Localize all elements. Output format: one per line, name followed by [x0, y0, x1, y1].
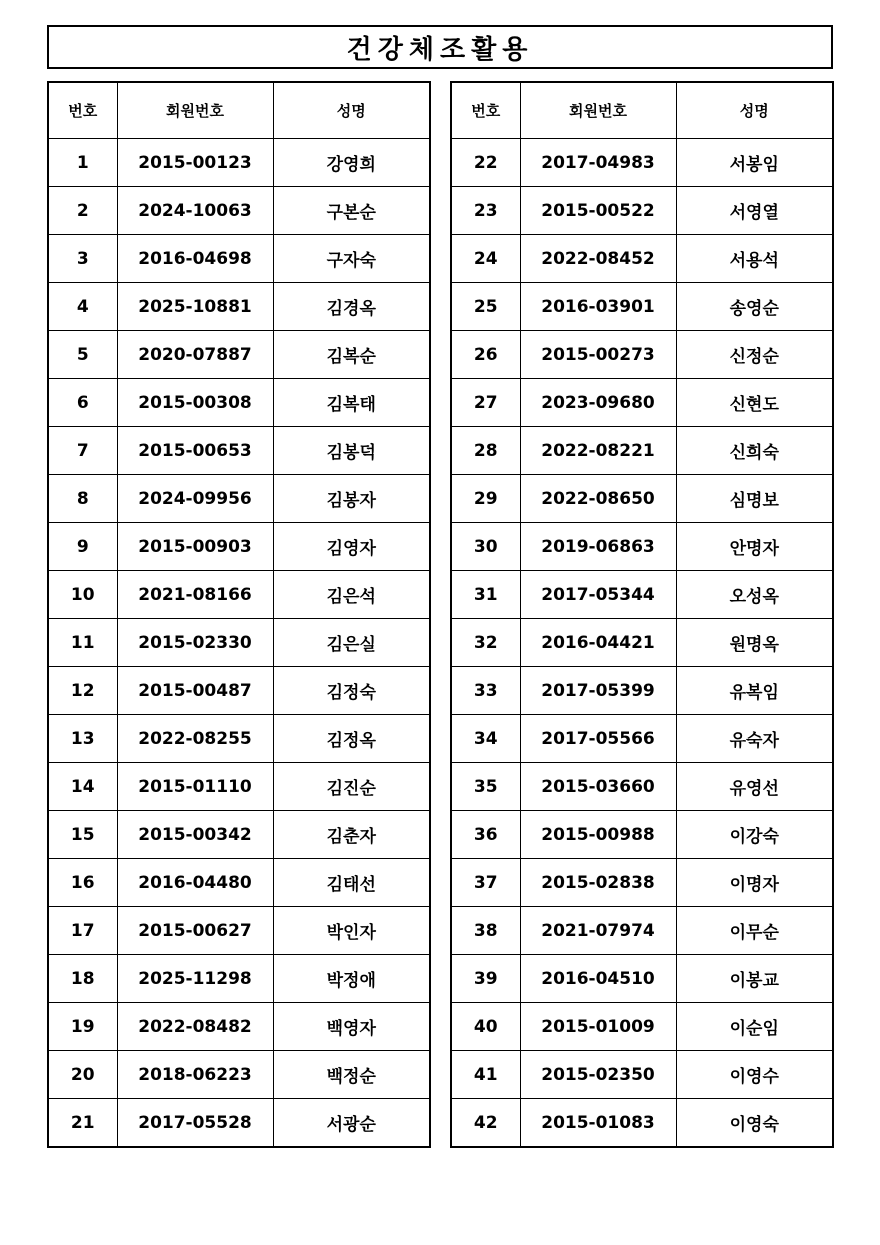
table-row [48, 859, 430, 907]
row-number: 1 [48, 139, 117, 187]
row-number: 33 [451, 667, 520, 715]
table-row [451, 811, 833, 859]
member-id: 2018-06223 [117, 1051, 273, 1099]
member-name: 박정애 [273, 955, 430, 1003]
member-name: 이무순 [676, 907, 833, 955]
member-id: 2025-10881 [117, 283, 273, 331]
row-number: 8 [48, 475, 117, 523]
member-id: 2023-09680 [520, 379, 676, 427]
member-name: 서봉임 [676, 139, 833, 187]
table-row [48, 235, 430, 283]
row-number: 6 [48, 379, 117, 427]
member-name: 송영순 [676, 283, 833, 331]
row-number: 35 [451, 763, 520, 811]
header-name: 성명 [676, 82, 833, 139]
member-name: 백영자 [273, 1003, 430, 1051]
row-number: 11 [48, 619, 117, 667]
table-row [48, 715, 430, 763]
row-number: 12 [48, 667, 117, 715]
table-row [48, 283, 430, 331]
member-id: 2020-07887 [117, 331, 273, 379]
member-table-left [47, 81, 431, 1148]
member-name: 김태선 [273, 859, 430, 907]
table-row [48, 187, 430, 235]
member-id: 2022-08452 [520, 235, 676, 283]
member-name: 유영선 [676, 763, 833, 811]
member-name: 김경옥 [273, 283, 430, 331]
member-id: 2022-08482 [117, 1003, 273, 1051]
member-name: 김은석 [273, 571, 430, 619]
member-name: 오성옥 [676, 571, 833, 619]
table-row [451, 523, 833, 571]
member-id: 2017-05566 [520, 715, 676, 763]
member-name: 이명자 [676, 859, 833, 907]
member-id: 2016-04480 [117, 859, 273, 907]
row-number: 36 [451, 811, 520, 859]
member-id: 2024-09956 [117, 475, 273, 523]
row-number: 20 [48, 1051, 117, 1099]
member-id: 2015-03660 [520, 763, 676, 811]
row-number: 19 [48, 1003, 117, 1051]
member-name: 유복임 [676, 667, 833, 715]
member-name: 유숙자 [676, 715, 833, 763]
member-name: 신현도 [676, 379, 833, 427]
member-name: 박인자 [273, 907, 430, 955]
member-name: 김봉자 [273, 475, 430, 523]
table-header-row [48, 82, 430, 139]
table-row [451, 715, 833, 763]
row-number: 30 [451, 523, 520, 571]
row-number: 9 [48, 523, 117, 571]
header-member-id: 회원번호 [117, 82, 273, 139]
row-number: 21 [48, 1099, 117, 1148]
member-id: 2015-00522 [520, 187, 676, 235]
member-table-right-body [451, 139, 833, 1148]
table-row [451, 1003, 833, 1051]
member-id: 2017-05528 [117, 1099, 273, 1148]
table-row [48, 1051, 430, 1099]
member-name: 구본순 [273, 187, 430, 235]
member-id: 2016-04510 [520, 955, 676, 1003]
member-name: 이강숙 [676, 811, 833, 859]
member-name: 서광순 [273, 1099, 430, 1148]
header-member-id: 회원번호 [520, 82, 676, 139]
member-name: 이영수 [676, 1051, 833, 1099]
table-row [451, 1099, 833, 1148]
table-row [451, 235, 833, 283]
member-name: 서영열 [676, 187, 833, 235]
row-number: 5 [48, 331, 117, 379]
member-id: 2015-00653 [117, 427, 273, 475]
document-title: 건강체조활용 [346, 34, 534, 65]
table-row [451, 763, 833, 811]
member-name: 서용석 [676, 235, 833, 283]
row-number: 39 [451, 955, 520, 1003]
member-name: 김은실 [273, 619, 430, 667]
table-row [451, 475, 833, 523]
member-id: 2019-06863 [520, 523, 676, 571]
member-id: 2022-08221 [520, 427, 676, 475]
row-number: 10 [48, 571, 117, 619]
row-number: 22 [451, 139, 520, 187]
row-number: 25 [451, 283, 520, 331]
member-id: 2017-05344 [520, 571, 676, 619]
table-row [451, 427, 833, 475]
member-name: 구자숙 [273, 235, 430, 283]
table-row [451, 139, 833, 187]
member-id: 2015-00988 [520, 811, 676, 859]
row-number: 17 [48, 907, 117, 955]
header-name: 성명 [273, 82, 430, 139]
table-row [48, 523, 430, 571]
member-id: 2025-11298 [117, 955, 273, 1003]
table-row [48, 331, 430, 379]
table-row [48, 763, 430, 811]
member-id: 2017-04983 [520, 139, 676, 187]
member-name: 이순임 [676, 1003, 833, 1051]
member-id: 2016-04698 [117, 235, 273, 283]
row-number: 32 [451, 619, 520, 667]
table-row [48, 619, 430, 667]
member-name: 원명옥 [676, 619, 833, 667]
member-id: 2015-00627 [117, 907, 273, 955]
table-row [451, 619, 833, 667]
table-row [48, 667, 430, 715]
table-row [451, 667, 833, 715]
row-number: 15 [48, 811, 117, 859]
member-table-right [450, 81, 834, 1148]
row-number: 40 [451, 1003, 520, 1051]
member-id: 2021-08166 [117, 571, 273, 619]
table-row [48, 139, 430, 187]
table-row [48, 379, 430, 427]
member-id: 2015-00273 [520, 331, 676, 379]
row-number: 37 [451, 859, 520, 907]
row-number: 29 [451, 475, 520, 523]
member-id: 2015-01083 [520, 1099, 676, 1148]
document-title-box [47, 25, 833, 69]
table-row [451, 331, 833, 379]
table-row [451, 955, 833, 1003]
row-number: 3 [48, 235, 117, 283]
member-id: 2015-01009 [520, 1003, 676, 1051]
member-name: 신정순 [676, 331, 833, 379]
table-row [48, 427, 430, 475]
member-id: 2015-00342 [117, 811, 273, 859]
member-name: 김정옥 [273, 715, 430, 763]
table-row [451, 859, 833, 907]
table-row [451, 379, 833, 427]
row-number: 42 [451, 1099, 520, 1148]
member-id: 2024-10063 [117, 187, 273, 235]
member-name: 강영희 [273, 139, 430, 187]
member-id: 2015-02350 [520, 1051, 676, 1099]
table-row [48, 907, 430, 955]
row-number: 16 [48, 859, 117, 907]
row-number: 38 [451, 907, 520, 955]
member-id: 2015-02838 [520, 859, 676, 907]
row-number: 23 [451, 187, 520, 235]
member-name: 이봉교 [676, 955, 833, 1003]
member-name: 김진순 [273, 763, 430, 811]
row-number: 41 [451, 1051, 520, 1099]
row-number: 13 [48, 715, 117, 763]
table-row [48, 955, 430, 1003]
table-row [48, 475, 430, 523]
row-number: 14 [48, 763, 117, 811]
member-id: 2021-07974 [520, 907, 676, 955]
member-name: 김춘자 [273, 811, 430, 859]
member-id: 2017-05399 [520, 667, 676, 715]
member-id: 2022-08255 [117, 715, 273, 763]
member-name: 김정숙 [273, 667, 430, 715]
member-id: 2022-08650 [520, 475, 676, 523]
header-number: 번호 [48, 82, 117, 139]
row-number: 27 [451, 379, 520, 427]
table-row [48, 811, 430, 859]
member-name: 안명자 [676, 523, 833, 571]
row-number: 2 [48, 187, 117, 235]
member-id: 2015-00903 [117, 523, 273, 571]
member-name: 김봉덕 [273, 427, 430, 475]
member-name: 김복태 [273, 379, 430, 427]
member-id: 2015-01110 [117, 763, 273, 811]
table-row [48, 1003, 430, 1051]
table-row [451, 187, 833, 235]
member-name: 김영자 [273, 523, 430, 571]
table-row [451, 283, 833, 331]
member-id: 2015-00123 [117, 139, 273, 187]
row-number: 18 [48, 955, 117, 1003]
header-number: 번호 [451, 82, 520, 139]
row-number: 24 [451, 235, 520, 283]
member-name: 백정순 [273, 1051, 430, 1099]
row-number: 28 [451, 427, 520, 475]
table-row [451, 571, 833, 619]
row-number: 34 [451, 715, 520, 763]
table-row [48, 1099, 430, 1148]
table-header-row [451, 82, 833, 139]
member-name: 이영숙 [676, 1099, 833, 1148]
member-id: 2016-04421 [520, 619, 676, 667]
row-number: 26 [451, 331, 520, 379]
row-number: 4 [48, 283, 117, 331]
member-table-left-body [48, 139, 430, 1148]
member-id: 2015-00487 [117, 667, 273, 715]
table-row [451, 907, 833, 955]
row-number: 7 [48, 427, 117, 475]
member-name: 김복순 [273, 331, 430, 379]
member-id: 2015-00308 [117, 379, 273, 427]
member-id: 2016-03901 [520, 283, 676, 331]
row-number: 31 [451, 571, 520, 619]
table-row [451, 1051, 833, 1099]
member-id: 2015-02330 [117, 619, 273, 667]
member-name: 신희숙 [676, 427, 833, 475]
table-row [48, 571, 430, 619]
member-name: 심명보 [676, 475, 833, 523]
